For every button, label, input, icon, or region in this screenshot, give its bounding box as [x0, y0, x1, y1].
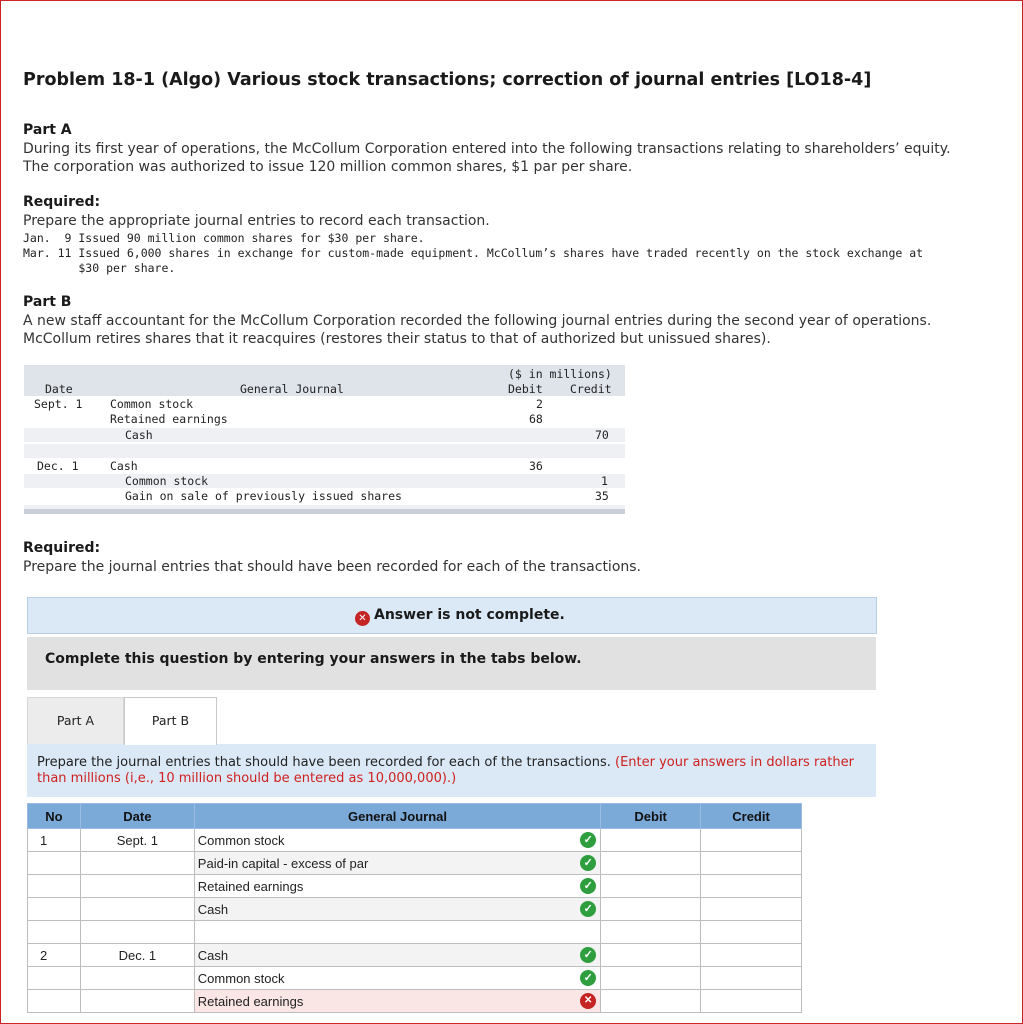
- account-name: Common stock: [197, 970, 285, 986]
- debit-input[interactable]: [601, 944, 701, 967]
- check-circle-icon: ✓: [580, 878, 596, 894]
- complete-prompt: Complete this question by entering your answers in the tabs below.: [45, 651, 582, 667]
- entry-number: [28, 967, 81, 990]
- account-name: Retained earnings: [197, 993, 304, 1009]
- row-band: [24, 474, 625, 488]
- entry-account: Common stock: [125, 474, 209, 488]
- header-debit: Debit: [601, 804, 701, 829]
- entry-number: [28, 898, 81, 921]
- problem-title: Problem 18-1 (Algo) Various stock transactions; correction of journal entries [LO18-4]: [23, 70, 872, 90]
- answer-status-text: Answer is not complete.: [374, 607, 565, 623]
- account-select[interactable]: [194, 967, 600, 990]
- account-select[interactable]: [194, 990, 600, 1013]
- debit-input[interactable]: [601, 898, 701, 921]
- entry-date-select[interactable]: Dec. 1: [80, 944, 194, 967]
- account-name: Cash: [197, 901, 229, 917]
- entry-account: Cash: [110, 459, 138, 473]
- entry-account: Common stock: [110, 397, 194, 411]
- x-circle-icon: ✕: [355, 611, 370, 626]
- account-name: Cash: [197, 947, 229, 963]
- col-credit-header: Credit: [570, 382, 612, 396]
- part-a-heading: Part A: [23, 122, 72, 138]
- check-circle-icon: ✓: [580, 832, 596, 848]
- entry-date-select[interactable]: [80, 990, 194, 1013]
- entry-date-select[interactable]: [80, 852, 194, 875]
- table-row: [28, 944, 802, 967]
- credit-input[interactable]: [701, 967, 802, 990]
- entry-date: Sept. 1: [34, 397, 83, 411]
- entry-date-select[interactable]: Sept. 1: [80, 829, 194, 852]
- answer-status: [355, 607, 565, 626]
- check-circle-icon: ✓: [580, 901, 596, 917]
- col-debit-header: Debit: [508, 382, 543, 396]
- entry-debit: 68: [529, 412, 543, 426]
- col-units-header: ($ in millions): [508, 367, 612, 381]
- entry-number: [28, 921, 81, 944]
- journal-entry-table: [27, 803, 802, 1013]
- entry-credit: 35: [595, 489, 609, 503]
- credit-input[interactable]: [701, 944, 802, 967]
- entry-number: [28, 875, 81, 898]
- table-row: [28, 967, 802, 990]
- table-row: [28, 829, 802, 852]
- table-row: [28, 921, 802, 944]
- part-a-text-2: The corporation was authorized to issue 120 million common shares, $1 par per share.: [23, 159, 633, 175]
- account-select[interactable]: [194, 921, 600, 944]
- credit-input[interactable]: [701, 875, 802, 898]
- part-a-text-1: During its first year of operations, the McCollum Corporation entered into the following transactions relating to shareholders’ equity.: [23, 141, 951, 157]
- entry-date-select[interactable]: [80, 921, 194, 944]
- entry-number: [28, 852, 81, 875]
- debit-input[interactable]: [601, 967, 701, 990]
- part-b-text-1: A new staff accountant for the McCollum Corporation recorded the following journal entries during the second year of operations.: [23, 313, 932, 329]
- entry-debit: 36: [529, 459, 543, 473]
- credit-input[interactable]: [701, 852, 802, 875]
- entry-account: Retained earnings: [110, 412, 228, 426]
- entry-date: Dec. 1: [37, 459, 79, 473]
- part-b-required-heading: Required:: [23, 540, 101, 556]
- debit-input[interactable]: [601, 990, 701, 1013]
- debit-input[interactable]: [601, 852, 701, 875]
- transaction-mar-11-cont: $30 per share.: [23, 261, 176, 275]
- transaction-jan-9: Jan. 9 Issued 90 million common shares for $30 per share.: [23, 231, 425, 245]
- x-circle-icon: ✕: [580, 993, 596, 1009]
- transaction-mar-11: Mar. 11 Issued 6,000 shares in exchange for custom-made equipment. McCollum’s shares have traded recently on the stock exchange at: [23, 246, 924, 260]
- header-date: Date: [80, 804, 194, 829]
- check-circle-icon: ✓: [580, 855, 596, 871]
- row-band: [24, 444, 625, 458]
- credit-input[interactable]: [701, 829, 802, 852]
- table-row: [28, 875, 802, 898]
- entry-credit: 70: [595, 428, 609, 442]
- account-select[interactable]: [194, 829, 600, 852]
- account-name: Paid-in capital - excess of par: [197, 855, 369, 871]
- entry-credit: 1: [601, 474, 608, 488]
- credit-input[interactable]: [701, 921, 802, 944]
- debit-input[interactable]: [601, 829, 701, 852]
- table-row: [28, 852, 802, 875]
- credit-input[interactable]: [701, 990, 802, 1013]
- account-select[interactable]: [194, 944, 600, 967]
- account-select[interactable]: [194, 852, 600, 875]
- credit-input[interactable]: [701, 898, 802, 921]
- check-circle-icon: ✓: [580, 970, 596, 986]
- entry-date-select[interactable]: [80, 875, 194, 898]
- debit-input[interactable]: [601, 875, 701, 898]
- entry-number: 1: [28, 829, 81, 852]
- header-general-journal: General Journal: [194, 804, 600, 829]
- check-circle-icon: ✓: [580, 947, 596, 963]
- debit-input[interactable]: [601, 921, 701, 944]
- col-gj-header: General Journal: [240, 382, 344, 396]
- entry-debit: 2: [536, 397, 543, 411]
- account-name: Retained earnings: [197, 878, 304, 894]
- entry-account: Cash: [125, 428, 153, 442]
- part-a-required-text: Prepare the appropriate journal entries to record each transaction.: [23, 213, 490, 229]
- part-b-text-2: McCollum retires shares that it reacquires (restores their status to that of authorized but unissued shares).: [23, 331, 771, 347]
- entry-number: 2: [28, 944, 81, 967]
- row-band: [24, 428, 625, 442]
- instruction-note: (Enter your answers in dollars rather than millions (i,e., 10 million should be entered as 10,000,000).): [37, 755, 854, 786]
- instruction-text: [37, 755, 867, 787]
- part-b-heading: Part B: [23, 294, 72, 310]
- entry-account: Gain on sale of previously issued shares: [125, 489, 402, 503]
- table-row: [28, 990, 802, 1013]
- incorrect-journal-table: [24, 365, 625, 515]
- part-a-required-heading: Required:: [23, 194, 101, 210]
- header-credit: Credit: [701, 804, 802, 829]
- entry-number: [28, 990, 81, 1013]
- account-name: Common stock: [197, 832, 285, 848]
- account-select[interactable]: [194, 898, 600, 921]
- table-row: [28, 898, 802, 921]
- header-no: No: [28, 804, 81, 829]
- entry-date-select[interactable]: [80, 898, 194, 921]
- instruction-main: Prepare the journal entries that should have been recorded for each of the transactions.: [37, 755, 611, 770]
- tab-part-a[interactable]: Part A: [27, 697, 124, 744]
- table-bottom-border: [24, 509, 625, 514]
- part-b-required-text: Prepare the journal entries that should have been recorded for each of the transactions.: [23, 559, 642, 575]
- col-date-header: Date: [45, 382, 73, 396]
- entry-date-select[interactable]: [80, 967, 194, 990]
- account-select[interactable]: [194, 875, 600, 898]
- tab-part-b[interactable]: Part B: [124, 697, 217, 745]
